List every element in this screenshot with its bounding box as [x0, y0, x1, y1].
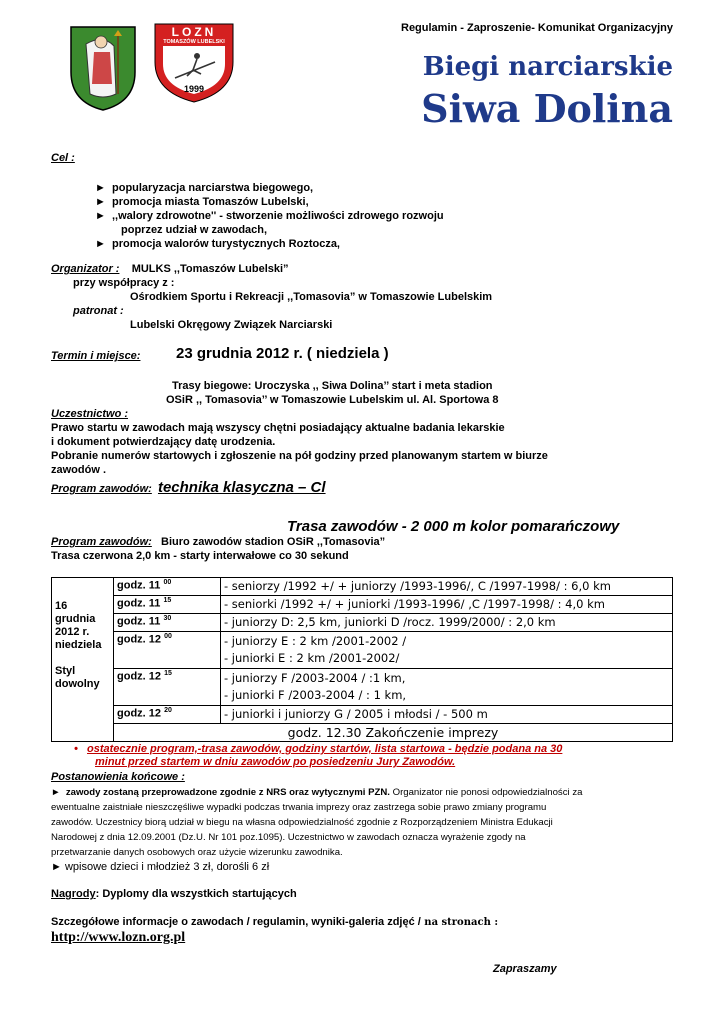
list-item: ► promocja miasta Tomaszów Lubelski, [95, 196, 309, 208]
time-cell: godz. 11 $^{15}$ [114, 596, 221, 614]
route-line-1: Trasy biegowe: Uroczyska ,, Siwa Dolina’’ start i meta stadion [172, 380, 493, 392]
town-coat-of-arms [68, 24, 138, 112]
arrow-bullet-icon: ► [51, 861, 65, 873]
club-year: 1999 [183, 84, 205, 94]
club-city: TOMASZÓW LUBELSKI [163, 39, 225, 45]
list-item: ► ,,walory zdrowotne'' - stworzenie możliwości zdrowego rozwoju [95, 210, 444, 222]
table-row [52, 596, 673, 614]
prizes-line [51, 888, 297, 900]
time-cell: godz. 12 $^{00}$ [114, 632, 221, 669]
patron-value: Lubelski Okręgowy Związek Narciarski [130, 319, 333, 331]
office-line [51, 536, 385, 548]
event-date: 23 grudnia 2012 r. ( niedziela ) [176, 345, 389, 362]
event-cell: - juniorki i juniorzy G / 2005 i młodsi / - 500 m [221, 706, 673, 724]
table-row [52, 614, 673, 632]
final-program-notice: • ostatecznie program,-trasa zawodów, godziny startów, lista startowa - będzie podana na 30 minut przed startem w dniu zawodów po posiedzeniu Jury Zawodów. [74, 743, 563, 768]
table-row [52, 669, 673, 706]
program-label-2: Program zawodów: [51, 536, 152, 548]
closing-ceremony: godz. 12.30 Zakończenie imprezy [114, 724, 673, 742]
club-name: LOZN [171, 25, 217, 39]
title-line-2: Siwa Dolina [421, 86, 673, 131]
closing-invitation: Zapraszamy [493, 963, 557, 975]
list-item: ► popularyzacja narciarstwa biegowego, [95, 182, 314, 194]
time-cell: godz. 11 $^{00}$ [114, 578, 221, 596]
title-line-1: Biegi narciarskie [422, 52, 673, 82]
arrow-bullet-icon: ► [95, 196, 112, 208]
info-line: Szczegółowe informacje o zawodach / regulamin, wyniki-galeria zdjęć / na stronach : [51, 916, 499, 928]
table-row [52, 724, 673, 742]
day-cell: 16 grudnia 2012 r. niedziela Styl dowolny [52, 578, 114, 742]
coat-of-arms-icon [68, 24, 138, 112]
cooperation-label: przy współpracy z : [73, 277, 175, 289]
schedule-table [51, 577, 673, 742]
event-cell: - seniorzy /1992 +/ + juniorzy /1993-1996/, C /1997-1998/ : 6,0 km [221, 578, 673, 596]
cel-label: Cel : [51, 152, 75, 164]
cooperation-value: Ośrodkiem Sportu i Rekreacji ,,Tomasovia” w Tomaszowie Lubelskim [130, 291, 493, 303]
date-place-label: Termin i miejsce: [51, 350, 141, 362]
website-link[interactable]: http://www.lozn.org.pl [51, 930, 186, 945]
arrow-bullet-icon: ► [95, 210, 112, 222]
technique: technika klasyczna – Cl [157, 479, 326, 496]
event-cell: - juniorzy D: 2,5 km, juniorki D /rocz. 1999/2000/ : 2,0 km [221, 614, 673, 632]
arrow-bullet-icon: ► [95, 238, 112, 250]
prizes-value: : Dyplomy dla wszystkich startujących [95, 888, 297, 900]
dot-bullet-icon: • [74, 743, 88, 755]
list-item-continuation: poprzez udział w zawodach, [121, 224, 268, 236]
table-row [52, 706, 673, 724]
time-cell: godz. 12 $^{15}$ [114, 669, 221, 706]
table-row [52, 632, 673, 669]
club-logo [153, 22, 235, 104]
arrow-bullet-icon: ► [51, 787, 66, 798]
route-line-2: OSiR ,, Tomasovia’’ w Tomaszowie Lubelskim ul. Al. Sportowa 8 [166, 394, 499, 406]
prizes-label: Nagrody [51, 888, 96, 900]
race-office: Biuro zawodów stadion OSiR ,,Tomasovia” [161, 536, 386, 548]
participation-label: Uczestnictwo : [51, 408, 129, 420]
red-course-line: Trasa czerwona 2,0 km - starty interwałowe co 30 sekund [51, 550, 349, 562]
event-cell: - seniorki /1992 +/ + juniorki /1993-1996/ ,C /1997-1998/ : 4,0 km [221, 596, 673, 614]
organizer-value: MULKS ,,Tomaszów Lubelski” [131, 263, 289, 275]
event-cell: - juniorzy E : 2 km /2001-2002 / - juniorki E : 2 km /2001-2002/ [221, 632, 673, 669]
time-cell: godz. 12 $^{20}$ [114, 706, 221, 724]
arrow-bullet-icon: ► [95, 182, 112, 194]
course-description: Trasa zawodów - 2 000 m kolor pomarańczowy [287, 518, 620, 535]
time-cell: godz. 11 $^{30}$ [114, 614, 221, 632]
participation-text: Prawo startu w zawodach mają wszyscy chętni posiadający aktualne badania lekarskie i dokument potwierdzający datę urodzenia. Pobranie numerów startowych i zgłoszenie na pół godziny przed planowanym startem w biurze zawodów . [51, 422, 548, 476]
cel-list [95, 181, 444, 251]
program-label: Program zawodów: [51, 483, 152, 495]
program-style-line [51, 479, 326, 496]
table-row [52, 578, 673, 596]
list-item: ► promocja walorów turystycznych Roztocza, [95, 238, 340, 250]
patron-label: patronat : [73, 305, 124, 317]
event-cell: - juniorzy F /2003-2004 / :1 km, - juniorki F /2003-2004 / : 1 km, [221, 669, 673, 706]
final-provisions-text: ► zawody zostaną przeprowadzone zgodnie z NRS oraz wytycznymi PZN. Organizator nie ponosi odpowiedzialności za ewentualne zaistniałe nieszczęśliwe wypadki podczas trwania imprezy oraz zastrzega sobie prawo zmiany programu zawodów. Uczestnicy biorą udział w biegu na własna odpowiedzialność zgodnie z Rozporządzeniem Ministra Edukacji Narodowej z dnia 12.09.2001 (Dz.U. Nr 101 poz.1095). Uczestnictwo w zawodach oznacza wyrażenie zgody na przetwarzanie danych osobowych oraz użycie wizerunku zawodnika. ► wpisowe dzieci i młodzież 3 zł, dorośli 6 zł [51, 787, 583, 873]
document-type-line: Regulamin - Zaproszenie- Komunikat Organizacyjny [401, 22, 673, 34]
final-provisions-label: Postanowienia końcowe : [51, 771, 185, 783]
organizer-label: Organizator : [51, 263, 120, 275]
organizer-line [51, 263, 289, 275]
